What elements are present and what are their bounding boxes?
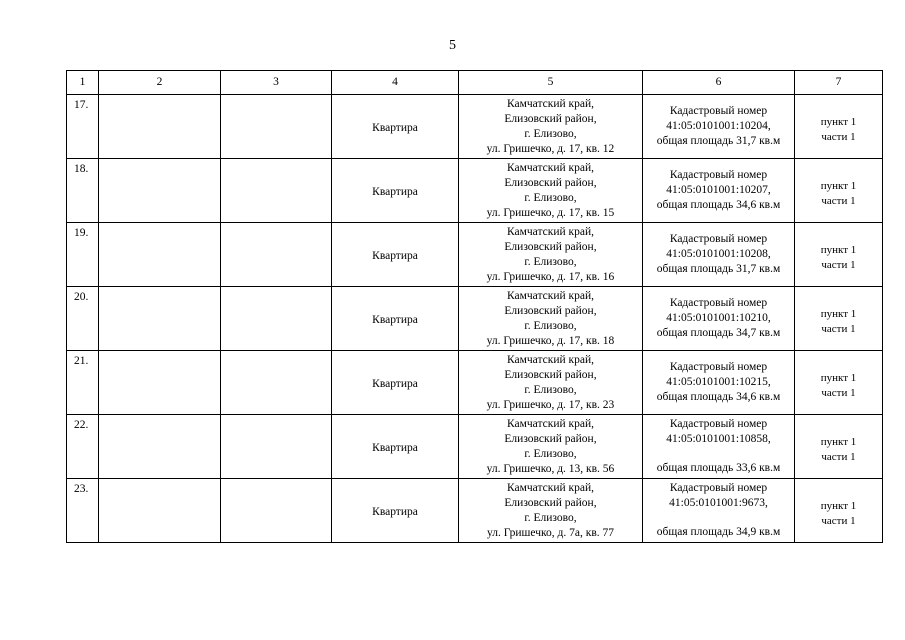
cell-line: общая площадь 34,9 кв.м [656, 526, 781, 538]
column-header-4: 4 [332, 71, 459, 95]
cell-line: общая площадь 34,6 кв.м [656, 199, 781, 211]
table-row [67, 223, 883, 287]
cell-line: 41:05:0101001:9673, [669, 497, 768, 509]
cell-col3 [221, 95, 332, 159]
cell-line: Елизовский район, [504, 496, 597, 509]
object-address [459, 287, 643, 351]
cell-col3 [221, 351, 332, 415]
cell-col3 [221, 287, 332, 351]
table-row [67, 351, 883, 415]
cell-line: Кадастровый номер [669, 418, 768, 430]
cell-line: общая площадь 31,7 кв.м [656, 135, 781, 147]
cell-col3 [221, 159, 332, 223]
table-row [67, 159, 883, 223]
object-address [459, 95, 643, 159]
cadastral-info [643, 287, 795, 351]
object-type: Квартира [332, 159, 459, 223]
cell-line: ул. Гришечко, д. 17, кв. 12 [486, 142, 615, 155]
cadastral-info [643, 159, 795, 223]
cell-line: ул. Гришечко, д. 13, кв. 56 [486, 462, 615, 475]
row-number: 21. [67, 351, 99, 415]
cell-col3 [221, 223, 332, 287]
legal-reference [795, 95, 883, 159]
cell-line: Кадастровый номер [669, 361, 768, 373]
object-address [459, 415, 643, 479]
legal-reference [795, 351, 883, 415]
cell-line: части 1 [821, 514, 856, 527]
cell-line: Камчатский край, [506, 97, 594, 110]
cell-line: Кадастровый номер [669, 169, 768, 181]
cell-line: ул. Гришечко, д. 17, кв. 16 [486, 270, 615, 283]
cell-line: ул. Гришечко, д. 17, кв. 23 [486, 398, 615, 411]
row-number: 17. [67, 95, 99, 159]
table-header [67, 71, 883, 95]
cell-line: части 1 [821, 258, 856, 271]
cell-line: ул. Гришечко, д. 17, кв. 18 [486, 334, 615, 347]
cell-line: 41:05:0101001:10858, [666, 433, 771, 445]
cell-line: Елизовский район, [504, 304, 597, 317]
cell-line: 41:05:0101001:10207, [666, 184, 771, 196]
property-table [66, 70, 883, 543]
cadastral-info [643, 479, 795, 543]
cell-line: части 1 [821, 322, 856, 335]
cadastral-info [643, 223, 795, 287]
cell-line: части 1 [821, 386, 856, 399]
legal-reference [795, 415, 883, 479]
cell-line: Кадастровый номер [669, 482, 768, 494]
cell-line: г. Елизово, [524, 511, 577, 524]
cell-line: пункт 1 [820, 179, 857, 192]
cadastral-info [643, 95, 795, 159]
row-number: 23. [67, 479, 99, 543]
cell-col2 [99, 287, 221, 351]
legal-reference [795, 159, 883, 223]
cell-line: г. Елизово, [524, 255, 577, 268]
column-header-7: 7 [795, 71, 883, 95]
cell-line: пункт 1 [820, 499, 857, 512]
cell-line: Камчатский край, [506, 225, 594, 238]
cell-col2 [99, 415, 221, 479]
column-header-3: 3 [221, 71, 332, 95]
table-row [67, 287, 883, 351]
cell-line: ул. Гришечко, д. 17, кв. 15 [486, 206, 615, 219]
cell-line: общая площадь 33,6 кв.м [656, 462, 781, 474]
cell-line: Камчатский край, [506, 481, 594, 494]
object-address [459, 159, 643, 223]
cadastral-info [643, 351, 795, 415]
cell-line: 41:05:0101001:10210, [666, 312, 771, 324]
object-address [459, 351, 643, 415]
cell-line: г. Елизово, [524, 383, 577, 396]
table-row [67, 95, 883, 159]
cell-line: 41:05:0101001:10208, [666, 248, 771, 260]
cell-line: пункт 1 [820, 371, 857, 384]
column-header-2: 2 [99, 71, 221, 95]
header-row [67, 71, 883, 95]
object-address [459, 479, 643, 543]
cell-line: 41:05:0101001:10215, [666, 376, 771, 388]
column-header-1: 1 [67, 71, 99, 95]
table-body [67, 95, 883, 543]
cell-line: Кадастровый номер [669, 105, 768, 117]
row-number: 19. [67, 223, 99, 287]
column-header-5: 5 [459, 71, 643, 95]
cell-line: г. Елизово, [524, 127, 577, 140]
cell-line: общая площадь 31,7 кв.м [656, 263, 781, 275]
row-number: 22. [67, 415, 99, 479]
cell-line: общая площадь 34,6 кв.м [656, 391, 781, 403]
table-row [67, 415, 883, 479]
cell-line: ул. Гришечко, д. 7а, кв. 77 [487, 526, 614, 539]
object-type: Квартира [332, 415, 459, 479]
object-type: Квартира [332, 95, 459, 159]
legal-reference [795, 479, 883, 543]
object-address [459, 223, 643, 287]
cell-line: г. Елизово, [524, 447, 577, 460]
cell-col3 [221, 479, 332, 543]
cell-line: Елизовский район, [504, 432, 597, 445]
cell-line: Елизовский район, [504, 240, 597, 253]
object-type: Квартира [332, 351, 459, 415]
cell-line: пункт 1 [820, 115, 857, 128]
cell-line: Камчатский край, [506, 289, 594, 302]
table-row [67, 479, 883, 543]
cell-line: Елизовский район, [504, 112, 597, 125]
cell-col2 [99, 479, 221, 543]
cell-col2 [99, 351, 221, 415]
cell-col2 [99, 223, 221, 287]
cell-line: Камчатский край, [506, 161, 594, 174]
cell-col2 [99, 95, 221, 159]
cell-line: Камчатский край, [506, 417, 594, 430]
object-type: Квартира [332, 223, 459, 287]
cell-line: Елизовский район, [504, 368, 597, 381]
cell-line: части 1 [821, 130, 856, 143]
cell-col3 [221, 415, 332, 479]
legal-reference [795, 223, 883, 287]
cell-line: г. Елизово, [524, 191, 577, 204]
cell-line: общая площадь 34,7 кв.м [656, 327, 781, 339]
legal-reference [795, 287, 883, 351]
cell-line: пункт 1 [820, 435, 857, 448]
row-number: 18. [67, 159, 99, 223]
cell-line: Кадастровый номер [669, 233, 768, 245]
cell-line: Кадастровый номер [669, 297, 768, 309]
column-header-6: 6 [643, 71, 795, 95]
cadastral-info [643, 415, 795, 479]
cell-line: части 1 [821, 194, 856, 207]
cell-line: 41:05:0101001:10204, [666, 120, 771, 132]
cell-line: пункт 1 [820, 243, 857, 256]
cell-line: Камчатский край, [506, 353, 594, 366]
object-type: Квартира [332, 479, 459, 543]
cell-line: г. Елизово, [524, 319, 577, 332]
cell-line: пункт 1 [820, 307, 857, 320]
object-type: Квартира [332, 287, 459, 351]
row-number: 20. [67, 287, 99, 351]
cell-col2 [99, 159, 221, 223]
cell-line: части 1 [821, 450, 856, 463]
cell-line: Елизовский район, [504, 176, 597, 189]
page-number: 5 [449, 38, 456, 53]
